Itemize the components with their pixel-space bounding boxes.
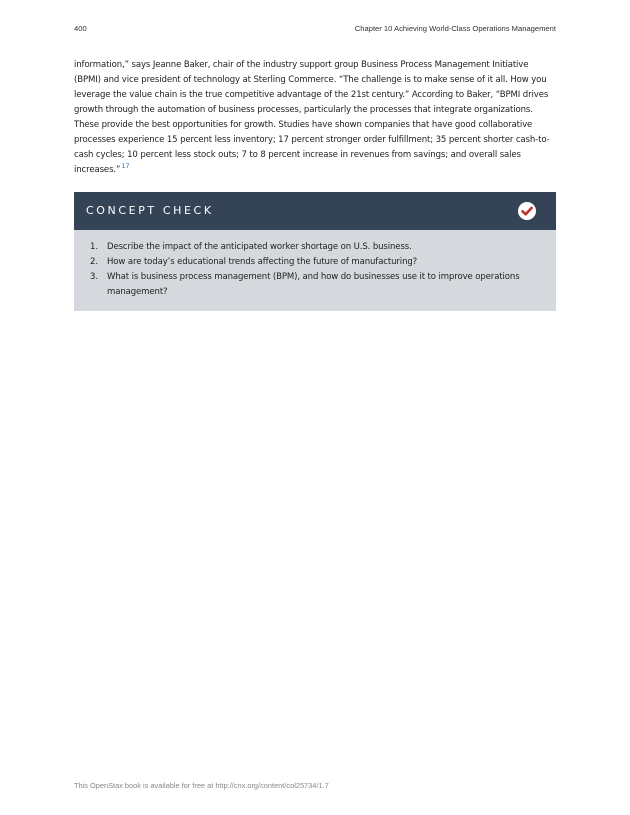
list-item-text: Describe the impact of the anticipated worker shortage on U.S. business. (107, 242, 412, 252)
body-paragraph (74, 58, 556, 178)
page-footer: This OpenStax book is available for free at http://cnx.org/content/col25734/1.7 (74, 781, 329, 790)
list-item (74, 270, 556, 300)
list-item-text: How are today’s educational trends affecting the future of manufacturing? (107, 257, 418, 267)
body-paragraph-block (74, 58, 556, 178)
list-item-number: 3. (90, 272, 98, 282)
footnote-link[interactable]: 17 (121, 162, 130, 171)
body-paragraph-text: information,” says Jeanne Baker, chair of the industry support group Business Process Management Initiative (BPMI) and vice president of technology at Sterling Commerce. “The challenge is to make sense of it all. How you leverage the value chain is the true competitive advantage of the 21st century.” According to Baker, “BPMI drives growth through the automation of business processes, particularly the processes that integrate organizations. These provide the best opportunities for growth. Studies have shown companies that have good collaborative processes experience 15 percent less inventory; 17 percent stronger order fulfillment; 35 percent shorter cash-to-cash cycles; 10 percent less stock outs; 7 to 8 percent increase in revenues from savings; and overall sales increases.” (74, 60, 550, 175)
page-number: 400 (74, 24, 87, 33)
list-item (74, 240, 556, 255)
list-item-number: 2. (90, 257, 98, 267)
concept-check-list (74, 230, 556, 300)
page-header (74, 24, 556, 38)
chapter-title: Chapter 10 Achieving World-Class Operations Management (354, 24, 556, 33)
list-item (74, 255, 556, 270)
concept-check-box (74, 192, 556, 311)
concept-check-title: CONCEPT CHECK (86, 204, 214, 217)
list-item-number: 1. (90, 242, 98, 252)
list-item-text: What is business process management (BPM), and how do businesses use it to improve operations management? (107, 272, 520, 297)
concept-check-header (74, 192, 556, 230)
checkmark-circle-icon (518, 202, 536, 220)
